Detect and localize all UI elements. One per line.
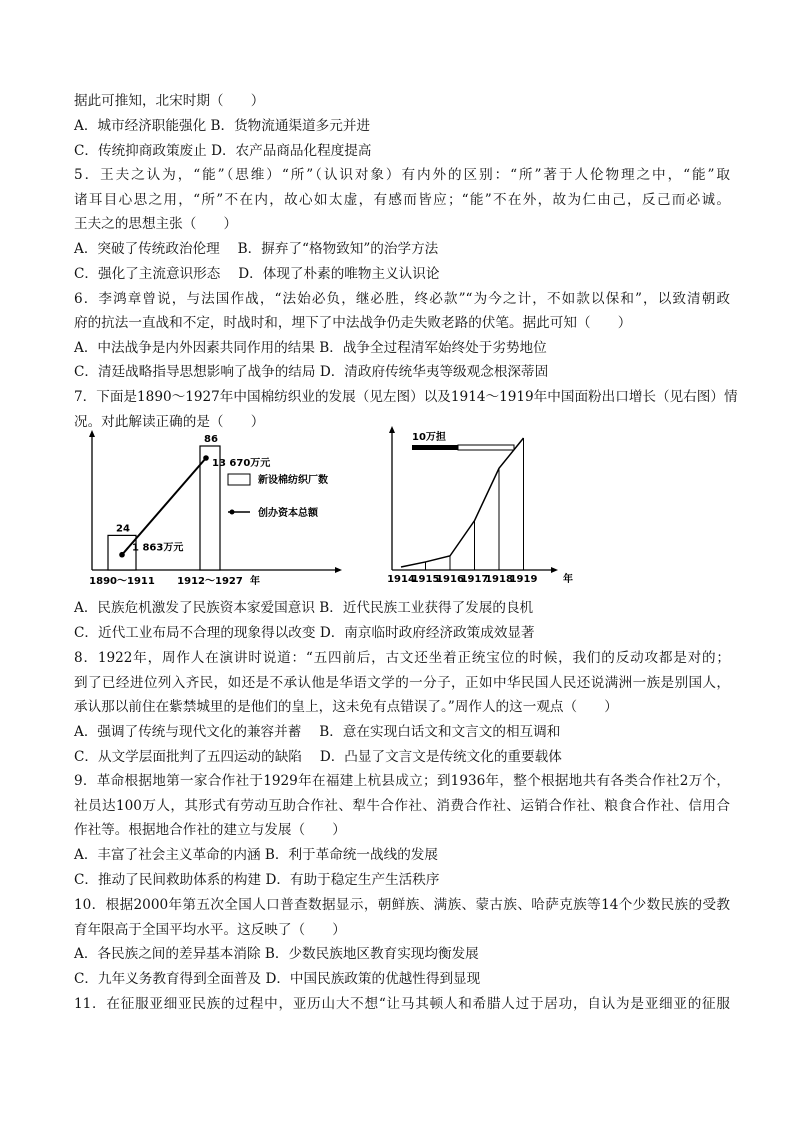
left-bar-label-1: 24 (116, 523, 130, 535)
q8-options-cd: C．从文学层面批判了五四运动的缺陷 D．凸显了文言文是传统文化的重要载体 (74, 749, 562, 765)
legend-bar-label: 新设棉纺织厂数 (258, 475, 328, 486)
capital-label-1: 1 863万元 (132, 542, 184, 554)
q10-stem-line-2: 育年限高于全国平均水平。这反映了（ ） (74, 922, 346, 938)
left-x-tick-2: 1912～1927 (177, 576, 243, 587)
legend-line-label: 创办资本总额 (258, 508, 318, 519)
q4-stem-tail: 据此可推知，北宋时期（ ） (74, 93, 265, 109)
right-x-unit: 年 (563, 574, 573, 585)
q7-stem-line-1: 7．下面是1890～1927年中国棉纺织业的发展（见左图）以及1914～1919年中国面粉出口增长（见右图）情 (74, 389, 738, 405)
left-chart-y-arrow (89, 430, 95, 437)
q11-stem-line-1: 11．在征服亚细亚民族的过程中，亚历山大不想“让马其顿人和希腊人过于居功，自认为是亚细亚的征服 (74, 996, 730, 1012)
right-x-tick-1915: 1915 (411, 574, 440, 585)
q7-stem-line-2: 况。对此解读正确的是（ ） (74, 414, 265, 430)
left-x-unit: 年 (250, 576, 260, 587)
right-x-tick-1914: 1914 (387, 574, 415, 585)
q6-options-ab: A．中法战争是内外因素共同作用的结果 B．战争全过程清军始终处于劣势地位 (74, 340, 547, 356)
q10-options-cd: C．九年义务教育得到全面普及 D．中国民族政策的优越性得到显现 (74, 971, 481, 987)
capital-line (122, 458, 206, 555)
flour-export-line (401, 438, 524, 567)
cotton-industry-chart (80, 428, 370, 588)
q8-stem-line-3: 承认那以前住在紫禁城里的是他们的皇上，这未免有点错误了。”周作人的这一观点（ ） (74, 699, 618, 715)
right-chart-x-arrow (551, 567, 558, 573)
q9-stem-line-1: 9．革命根据地第一家合作社于1929年在福建上杭县成立；到1936年，整个根据地共有各类合作社2万个， (74, 773, 731, 789)
q9-options-ab: A．丰富了社会主义革命的内涵 B．利于革命统一战线的发展 (74, 847, 438, 863)
scale-bar-hollow (458, 445, 514, 450)
q8-stem-line-1: 8．1922年，周作人在演讲时说道：“五四前后，古文还坐着正统宝位的时候，我们的反动攻都是对的； (74, 650, 730, 666)
right-x-tick-1916: 1916 (436, 574, 464, 585)
q8-options-ab: A．强调了传统与现代文化的兼容并蓄 B．意在实现白话文和文言文的相互调和 (74, 724, 561, 740)
legend-bar-swatch (228, 474, 250, 485)
q7-options-ab: A．民族危机激发了民族资本家爱国意识 B．近代民族工业获得了发展的良机 (74, 600, 534, 616)
q7-options-cd: C．近代工业布局不合理的现象得以改变 D．南京临时政府经济政策成效显著 (74, 625, 535, 641)
left-x-tick-1: 1890～1911 (89, 576, 155, 587)
right-x-tick-1919: 1919 (509, 574, 538, 585)
q5-options-ab: A．突破了传统政治伦理 B．摒弃了“格物致知”的治学方法 (74, 241, 439, 257)
scale-bar-solid (412, 445, 458, 450)
capital-point-2 (203, 455, 209, 461)
q5-stem-line-1: 5．王夫之认为，“能”（思维）“所”（认识对象）有内外的区别：“所”著于人伦物理之中，“能”取 (74, 167, 730, 183)
q5-stem-line-3: 王夫之的思想主张（ ） (74, 216, 238, 232)
capital-point-1 (119, 552, 125, 558)
q6-options-cd: C．清廷战略指导思想影响了战争的结局 D．清政府传统华夷等级观念根深蒂固 (74, 364, 549, 380)
q9-stem-line-2: 社员达100万人，其形式有劳动互助合作社、犁牛合作社、消费合作社、运销合作社、粮食合作社、信用合 (74, 798, 730, 814)
left-bar-label-2: 86 (204, 434, 218, 445)
right-x-tick-1917: 1917 (460, 574, 489, 585)
left-chart-x-arrow (335, 567, 342, 573)
q5-stem-line-2: 诸耳目心思之用，“所”不在内，故心如太虚，有感而皆应；“能”不在外，故为仁由己，反己而必诚。 (74, 192, 730, 208)
q6-stem-line-2: 府的抗法一直战和不定，时战时和，埋下了中法战争仍走失败老路的伏笔。据此可知（ ） (74, 315, 632, 331)
q5-options-cd: C．强化了主流意识形态 D．体现了朴素的唯物主义认识论 (74, 266, 440, 282)
q9-options-cd: C．推动了民间救助体系的构建 D．有助于稳定生产生活秩序 (74, 872, 440, 888)
q10-options-ab: A．各民族之间的差异基本消除 B．少数民族地区教育实现均衡发展 (74, 946, 479, 962)
q4-options-cd: C．传统抑商政策废止 D．农产品商品化程度提高 (74, 143, 372, 159)
flour-export-chart (384, 422, 574, 590)
right-chart-y-arrow (389, 426, 395, 433)
q6-stem-line-1: 6．李鸿章曾说，与法国作战，“法始必负，继必胜，终必款”“为今之计，不如款以保和”，以致清朝政 (74, 291, 730, 307)
capital-label-2: 13 670万元 (212, 458, 271, 469)
q9-stem-line-3: 作社等。根据地合作社的建立与发展（ ） (74, 822, 346, 838)
right-x-tick-1918: 1918 (485, 574, 513, 585)
q10-stem-line-1: 10．根据2000年第五次全国人口普查数据显示，朝鲜族、满族、蒙古族、哈萨克族等14个少数民族的受教 (74, 897, 730, 913)
legend-line-marker (230, 510, 235, 515)
q4-options-ab: A．城市经济职能强化 B．货物流通渠道多元并进 (74, 118, 371, 134)
right-scale-label: 10万担 (412, 432, 446, 443)
q8-stem-line-2: 到了已经进位列入齐民，如还是不承认他是华语文学的一分子，正如中华民国人民还说满洲一族是别国人， (74, 675, 730, 691)
